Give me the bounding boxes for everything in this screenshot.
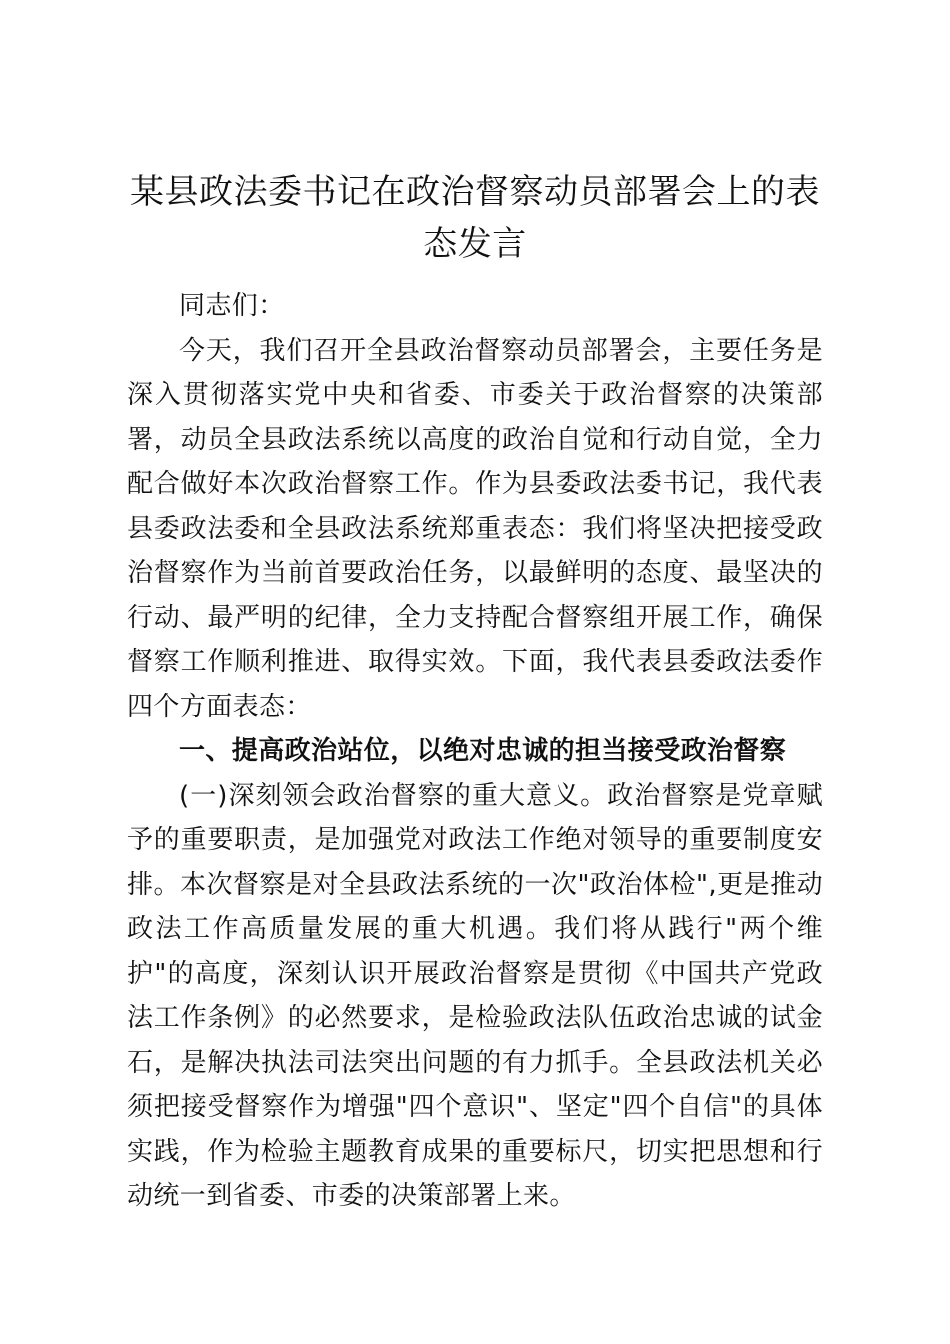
salutation: 同志们： <box>179 291 285 321</box>
document-body <box>127 166 823 1219</box>
paragraph-intro: 今天，我们召开全县政治督察动员部署会，主要任务是深入贯彻落实党中央和省委、市委关于政治督察的决策部署，动员全县政法系统以高度的政治自觉和行动自觉，全力配合做好本次政治督察工作。作为县委政法委书记，我代表县委政法委和全县政法系统郑重表态：我们将坚决把接受政治督察作为当前首要政治任务，以最鲜明的态度、最坚决的行动、最严明的纪律，全力支持配合督察组开展工作，确保督察工作顺利推进、取得实效。下面，我代表县委政法委作四个方面表态： <box>127 335 823 722</box>
document-title <box>127 166 823 270</box>
title-line-2: 态发言 <box>423 224 527 264</box>
paragraph-subsection-1: (一)深刻领会政治督察的重大意义。政治督察是党章赋予的重要职责，是加强党对政法工作绝对领导的重要制度安排。本次督察是对全县政法系统的一次"政治体检",更是推动政法工作高质量发展的重大机遇。我们将从践行"两个维护"的高度，深刻认识开展政治督察是贯彻《中国共产党政法工作条例》的必然要求，是检验政法队伍政治忠诚的试金石，是解决执法司法突出问题的有力抓手。全县政法机关必须把接受督察作为增强"四个意识"、坚定"四个自信"的具体实践，作为检验主题教育成果的重要标尺，切实把思想和行动统一到省委、市委的决策部署上来。 <box>127 780 823 1211</box>
title-line-1: 某县政法委书记在政治督察动员部署会上的表 <box>130 172 820 212</box>
section-heading-1: 一、提高政治站位，以绝对忠诚的担当接受政治督察 <box>179 736 787 766</box>
